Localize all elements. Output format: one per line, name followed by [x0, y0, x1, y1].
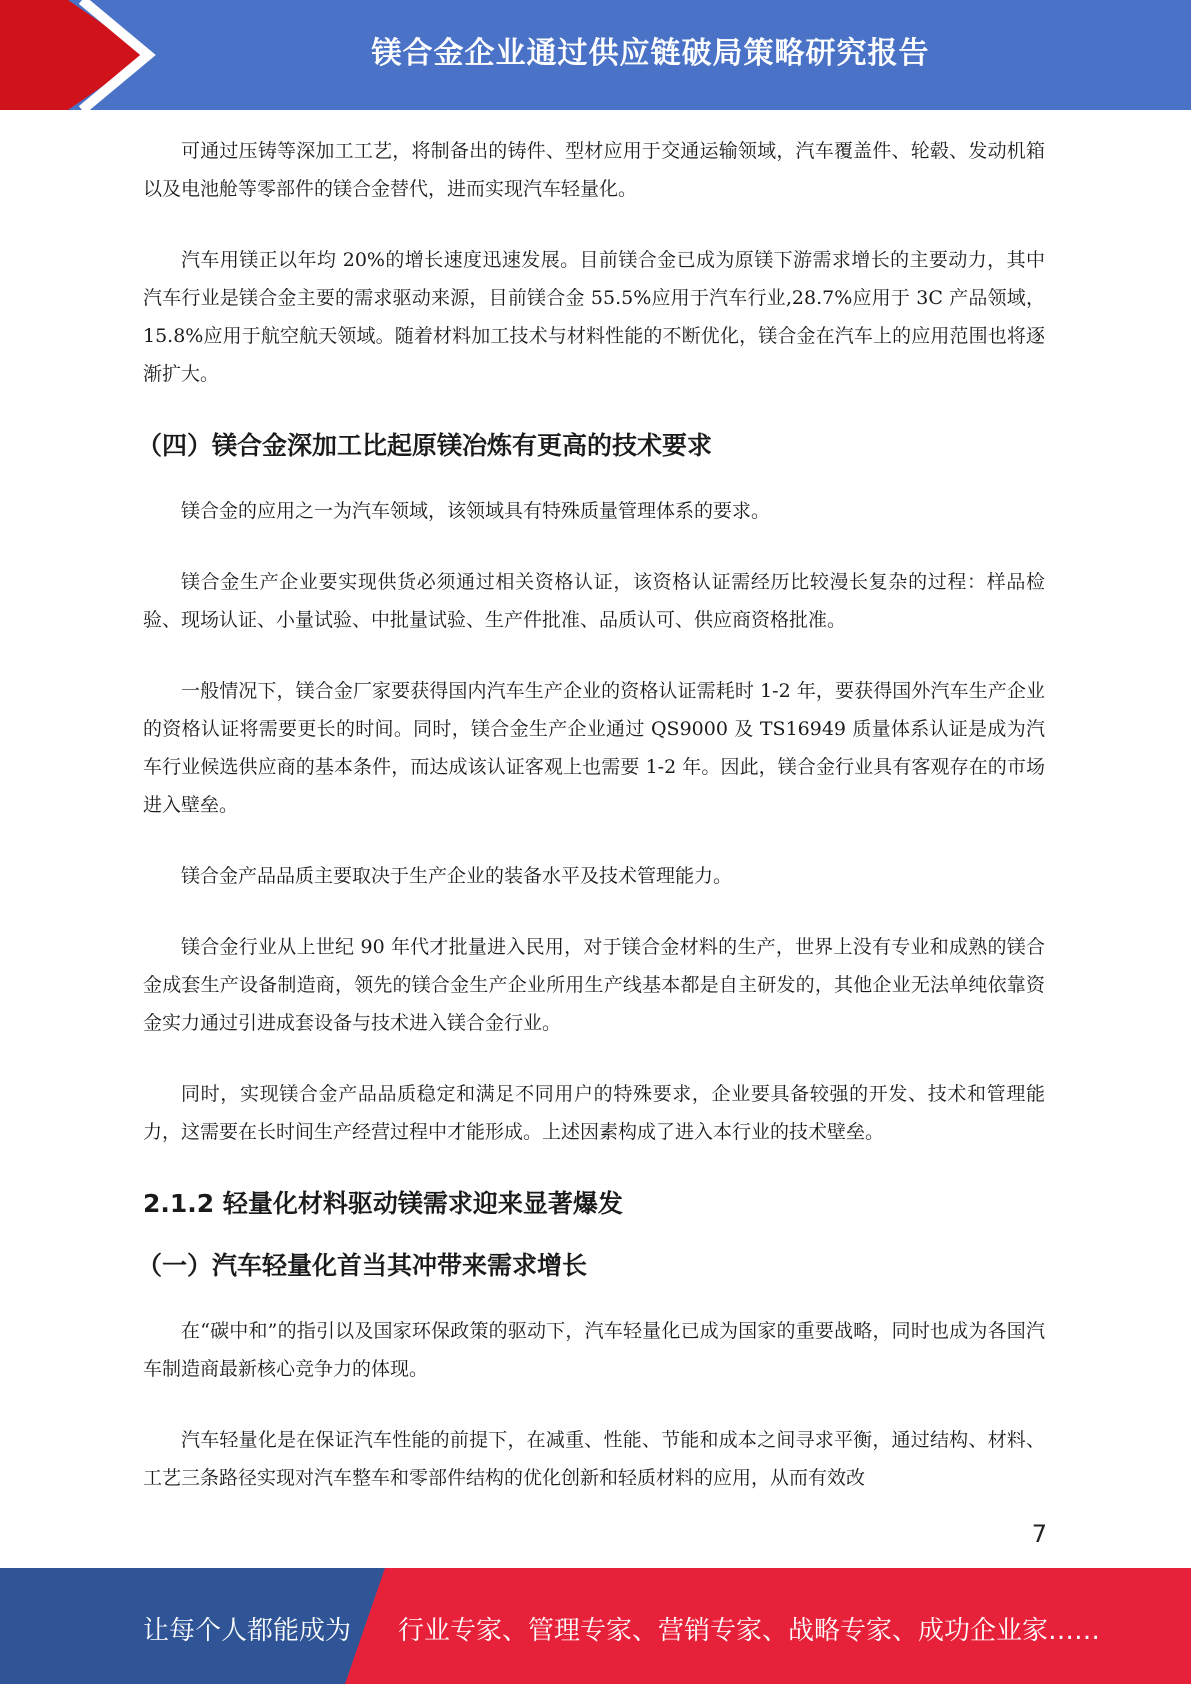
paragraph-6: 镁合金产品品质主要取决于生产企业的装备水平及技术管理能力。: [181, 865, 733, 887]
paragraph-5: 一般情况下，镁合金厂家要获得国内汽车生产企业的资格认证需耗时 1-2 年，要获得国外汽车生产企业的资格认证将需要更长的时间。同时，镁合金生产企业通过 QS9000 及 TS16949 质量体系认证是成为汽车行业候选供应商的基本条件，而达成该认证客观上也需要 1-2 年。因此，镁合金行业具有客观存在的市场进入壁垒。: [143, 680, 1045, 816]
paragraph-8: 同时，实现镁合金产品品质稳定和满足不同用户的特殊要求，企业要具备较强的开发、技术和管理能力，这需要在长时间生产经营过程中才能形成。上述因素构成了进入本行业的技术壁垒。: [143, 1083, 1045, 1143]
paragraph-1: 可通过压铸等深加工工艺，将制备出的铸件、型材应用于交通运输领域，汽车覆盖件、轮毂、发动机箱以及电池舱等零部件的镁合金替代，进而实现汽车轻量化。: [143, 140, 1045, 200]
section-heading-4: （四）镁合金深加工比起原镁冶炼有更高的技术要求: [137, 431, 713, 460]
paragraph-3: 镁合金的应用之一为汽车领域，该领域具有特殊质量管理体系的要求。: [181, 500, 771, 522]
paragraph-4: 镁合金生产企业要实现供货必须通过相关资格认证，该资格认证需经历比较漫长复杂的过程：样品检验、现场认证、小量试验、中批量试验、生产件批准、品质认可、供应商资格批准。: [143, 571, 1045, 631]
subsection-heading-2-1-2: 2.1.2 轻量化材料驱动镁需求迎来显著爆发: [143, 1189, 623, 1218]
paragraph-2: 汽车用镁正以年均 20%的增长速度迅速发展。目前镁合金已成为原镁下游需求增长的主要动力，其中汽车行业是镁合金主要的需求驱动来源，目前镁合金 55.5%应用于汽车行业,28.7%应用于 3C 产品领域，15.8%应用于航空航天领域。随着材料加工技术与材料性能的不断优化，镁合金在汽车上的应用范围也将逐渐扩大。: [143, 249, 1045, 385]
page-number: 7: [1031, 1520, 1047, 1548]
page-content: [137, 132, 1045, 1530]
report-title: 镁合金企业通过供应链破局策略研究报告: [371, 36, 930, 71]
page-footer: [0, 1568, 1191, 1684]
paragraph-10: 汽车轻量化是在保证汽车性能的前提下，在减重、性能、节能和成本之间寻求平衡，通过结构、材料、工艺三条路径实现对汽车整车和零部件结构的优化创新和轻质材料的应用，从而有效改: [143, 1429, 1045, 1489]
paragraph-7: 镁合金行业从上世纪 90 年代才批量进入民用，对于镁合金材料的生产，世界上没有专业和成熟的镁合金成套生产设备制造商，领先的镁合金生产企业所用生产线基本都是自主研发的，其他企业无法单纯依靠资金实力通过引进成套设备与技术进入镁合金行业。: [143, 936, 1045, 1034]
footer-slogan-left: 让每个人都能成为: [143, 1616, 352, 1646]
paragraph-9: 在“碳中和”的指引以及国家环保政策的驱动下，汽车轻量化已成为国家的重要战略，同时也成为各国汽车制造商最新核心竞争力的体现。: [143, 1320, 1045, 1380]
section-heading-1: （一）汽车轻量化首当其冲带来需求增长: [137, 1251, 588, 1280]
page-header: [0, 0, 1191, 110]
footer-slogan-right: 行业专家、管理专家、营销专家、战略专家、成功企业家……: [398, 1616, 1101, 1646]
